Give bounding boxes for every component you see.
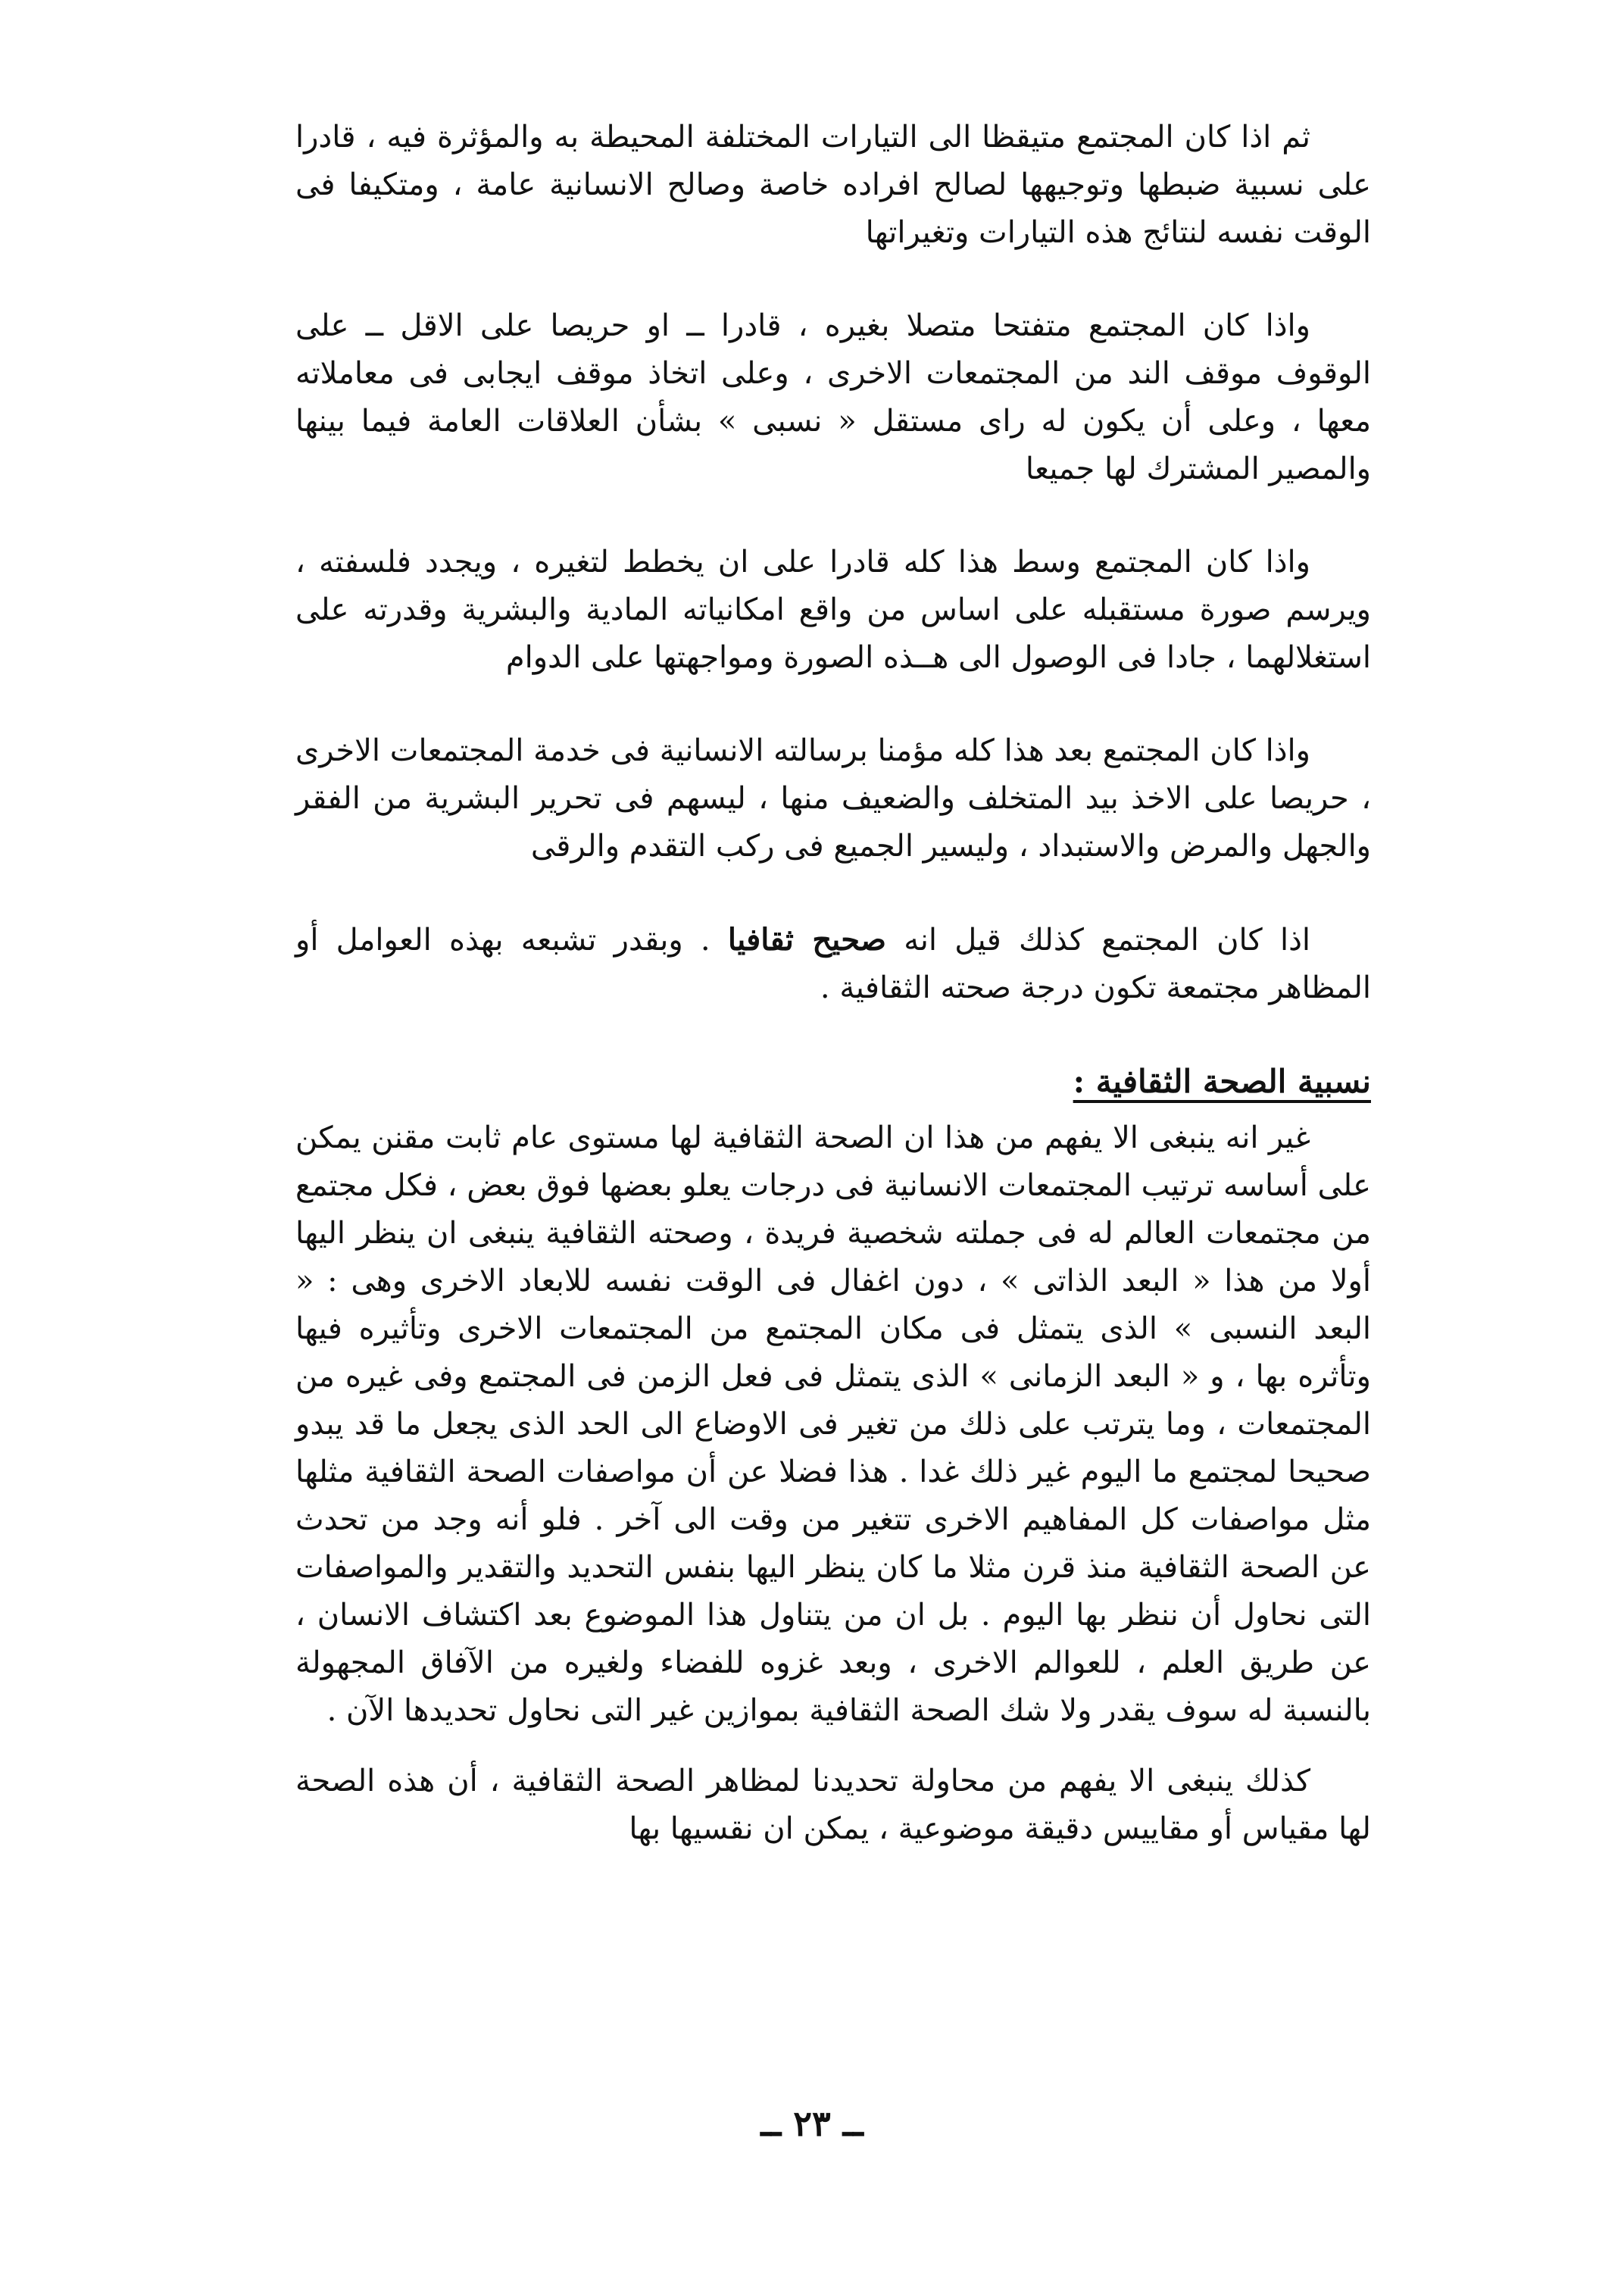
section-paragraph-2: كذلك ينبغى الا يفهم من محاولة تحديدنا لمظاهر الصحة الثقافية ، أن هذه الصحة لها مقياس أو مقاييس دقيقة موضوعية ، يمكن ان نقسيها بها [295,1764,1371,1846]
section-heading: نسبية الصحة الثقافية : [1073,1063,1371,1100]
paragraph-4: واذا كان المجتمع بعد هذا كله مؤمنا برسالته الانسانية فى خدمة المجتمعات الاخرى ، حريصا على الاخذ بيد المتخلف والضعيف منها ، ليسهم فى تحرير البشرية من الفقر والجهل والمرض والاستبداد ، وليسير الجميع فى ركب التقدم والرقى [295,733,1371,864]
paragraph-3: واذا كان المجتمع وسط هذا كله قادرا على ان يخطط لتغيره ، ويجدد فلسفته ، ويرسم صورة مستقبله على اساس من واقع امكانياته المادية والبشرية وقدرته على استغلالهما ، جادا فى الوصول الى هــذه الصورة ومواجهتها على الدوام [295,545,1371,675]
text-column [295,114,1371,1898]
paragraph-2: واذا كان المجتمع متفتحا متصلا بغيره ، قادرا ــ او حريصا على الاقل ــ على الوقوف موقف الند من المجتمعات الاخرى ، وعلى اتخاذ موقف ايجابى فى معاملاته معها ، وعلى أن يكون له راى مستقل « نسبى » بشأن العلاقات العامة فيما بينها والمصير المشترك لها جميعا [295,308,1371,486]
paragraph-conclusion [295,916,1371,1012]
conclusion-before: اذا كان المجتمع كذلك قيل انه [904,923,1311,958]
section-paragraph-1: غير انه ينبغى الا يفهم من هذا ان الصحة الثقافية لها مستوى عام ثابت مقنن يمكن على أساسه ترتيب المجتمعات الانسانية فى درجات يعلو بعضها فوق بعض ، فكل مجتمع من مجتمعات العالم له فى جملته شخصية فريدة ، وصحته الثقافية ينبغى ان ينظر اليها أولا من هذا « البعد الذاتى » ، دون اغفال فى الوقت نفسه للابعاد الاخرى وهى : « البعد النسبى » الذى يتمثل فى مكان المجتمع من المجتمعات الاخرى وتأثيره فيها وتأثره بها ، و « البعد الزمانى » الذى يتمثل فى فعل الزمن فى المجتمع وفى غيره من المجتمعات ، وما يترتب على ذلك من تغير فى الاوضاع الى الحد الذى يجعل ما قد يبدو صحيحا لمجتمع ما اليوم غير ذلك غدا . هذا فضلا عن أن مواصفات الصحة الثقافية مثلها مثل مواصفات كل المفاهيم الاخرى تتغير من وقت الى آخر . فلو أنه وجد من تحدث عن الصحة الثقافية منذ قرن مثلا ما كان ينظر اليها بنفس التحديد والتقدير والمواصفات التى نحاول أن ننظر بها اليوم . بل ان من يتناول هذا الموضوع بعد اكتشاف الانسان ، عن طريق العلم ، للعوالم الاخرى ، وبعد غزوه للفضاء ولغيره من الآفاق المجهولة بالنسبة له سوف يقدر ولا شك الصحة الثقافية بموازين غير التى نحاول تحديدها الآن . [295,1120,1371,1728]
conclusion-emphasis: صحيح ثقافيا [727,922,886,958]
conclusion-after: . وبقدر تشبعه بهذه العوامل أو المظاهر مجتمعة تكون درجة صحته الثقافية . [295,923,1371,1005]
paragraph-1: ثم اذا كان المجتمع متيقظا الى التيارات المختلفة المحيطة به والمؤثرة فيه ، قادرا على نسبية ضبطها وتوجيهها لصالح افراده خاصة وصالح الانسانية عامة ، ومتكيفا فى الوقت نفسه لنتائج هذه التيارات وتغيراتها [295,120,1371,250]
page-number: ــ ٢٣ ــ [760,2103,864,2144]
